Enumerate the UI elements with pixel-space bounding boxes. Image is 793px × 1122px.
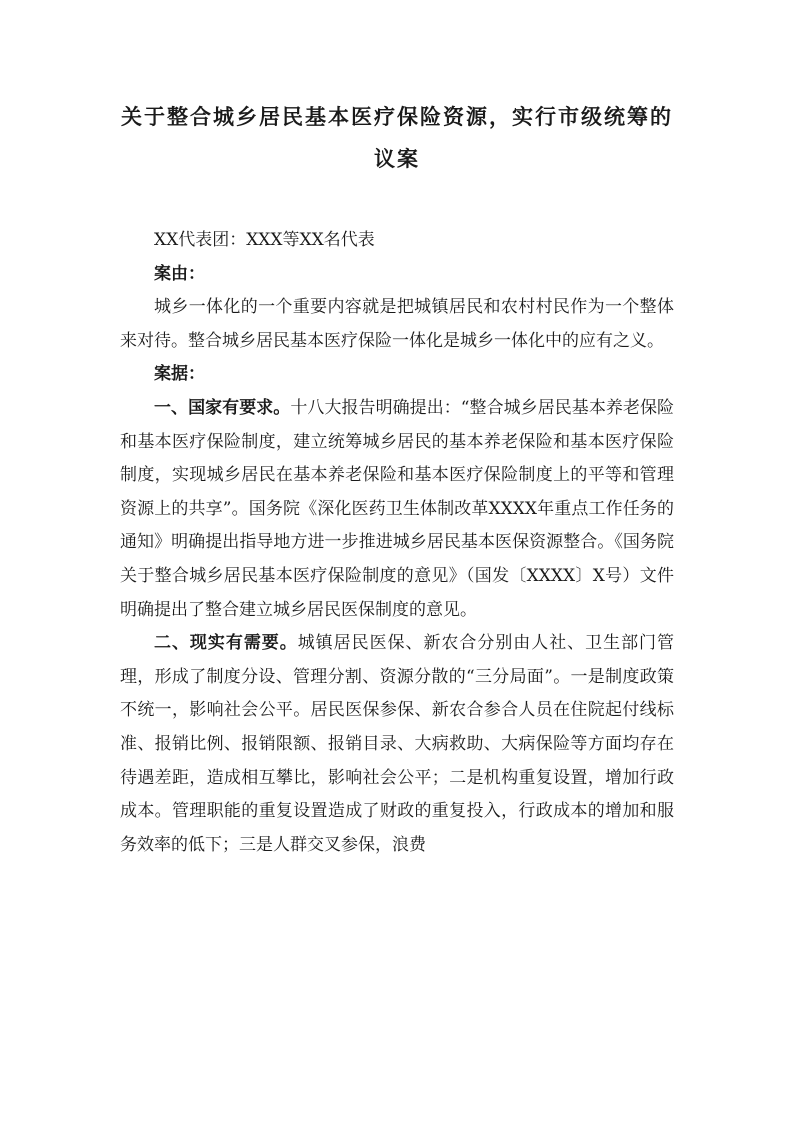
point-one-heading: 一、国家有要求。 (154, 397, 291, 418)
document-page (120, 96, 674, 862)
point-one-paragraph (120, 392, 674, 627)
point-two-text: 城镇居民医保、新农合分别由人社、卫生部门管理，形成了制度分设、管理分割、资源分散的“三分局面”。一是制度政策不统一，影响社会公平。居民医保参保、新农合参合人员在住院起付线标准、报销比例、报销限额、报销目录、大病救助、大病保险等方面均存在待遇差距，造成相互攀比，影响社会公平；二是机构重复设置，增加行政成本。管理职能的重复设置造成了财政的重复投入，行政成本的增加和服务效率的低下；三是人群交叉参保，浪费 (120, 633, 675, 855)
delegation-line: XX代表团：XXX等XX名代表 (154, 230, 375, 250)
reason-paragraph: 城乡一体化的一个重要内容就是把城镇居民和农村村民作为一个整体来对待。整合城乡居民基本医疗保险一体化是城乡一体化中的应有之义。 (120, 297, 674, 351)
reason-label: 案由： (154, 263, 205, 284)
basis-label: 案据： (154, 364, 205, 385)
document-title: 关于整合城乡居民基本医疗保险资源，实行市级统筹的议案 (121, 104, 673, 171)
point-one-text: 十八大报告明确提出：“整合城乡居民基本养老保险和基本医疗保险制度，建立统筹城乡居民的基本养老保险和基本医疗保险制度，实现城乡居民在基本养老保险和基本医疗保险制度上的平等和管理资源上的共享”。国务院《深化医药卫生体制改革XXXX年重点工作任务的通知》明确提出指导地方进一步推进城乡居民基本医保资源整合。《国务院关于整合城乡居民基本医疗保险制度的意见》（国发〔XXXX〕X号）文件明确提出了整合建立城乡居民医保制度的意见。 (120, 397, 675, 620)
point-two-heading: 二、现实有需要。 (154, 633, 298, 654)
point-two-paragraph (120, 627, 674, 862)
